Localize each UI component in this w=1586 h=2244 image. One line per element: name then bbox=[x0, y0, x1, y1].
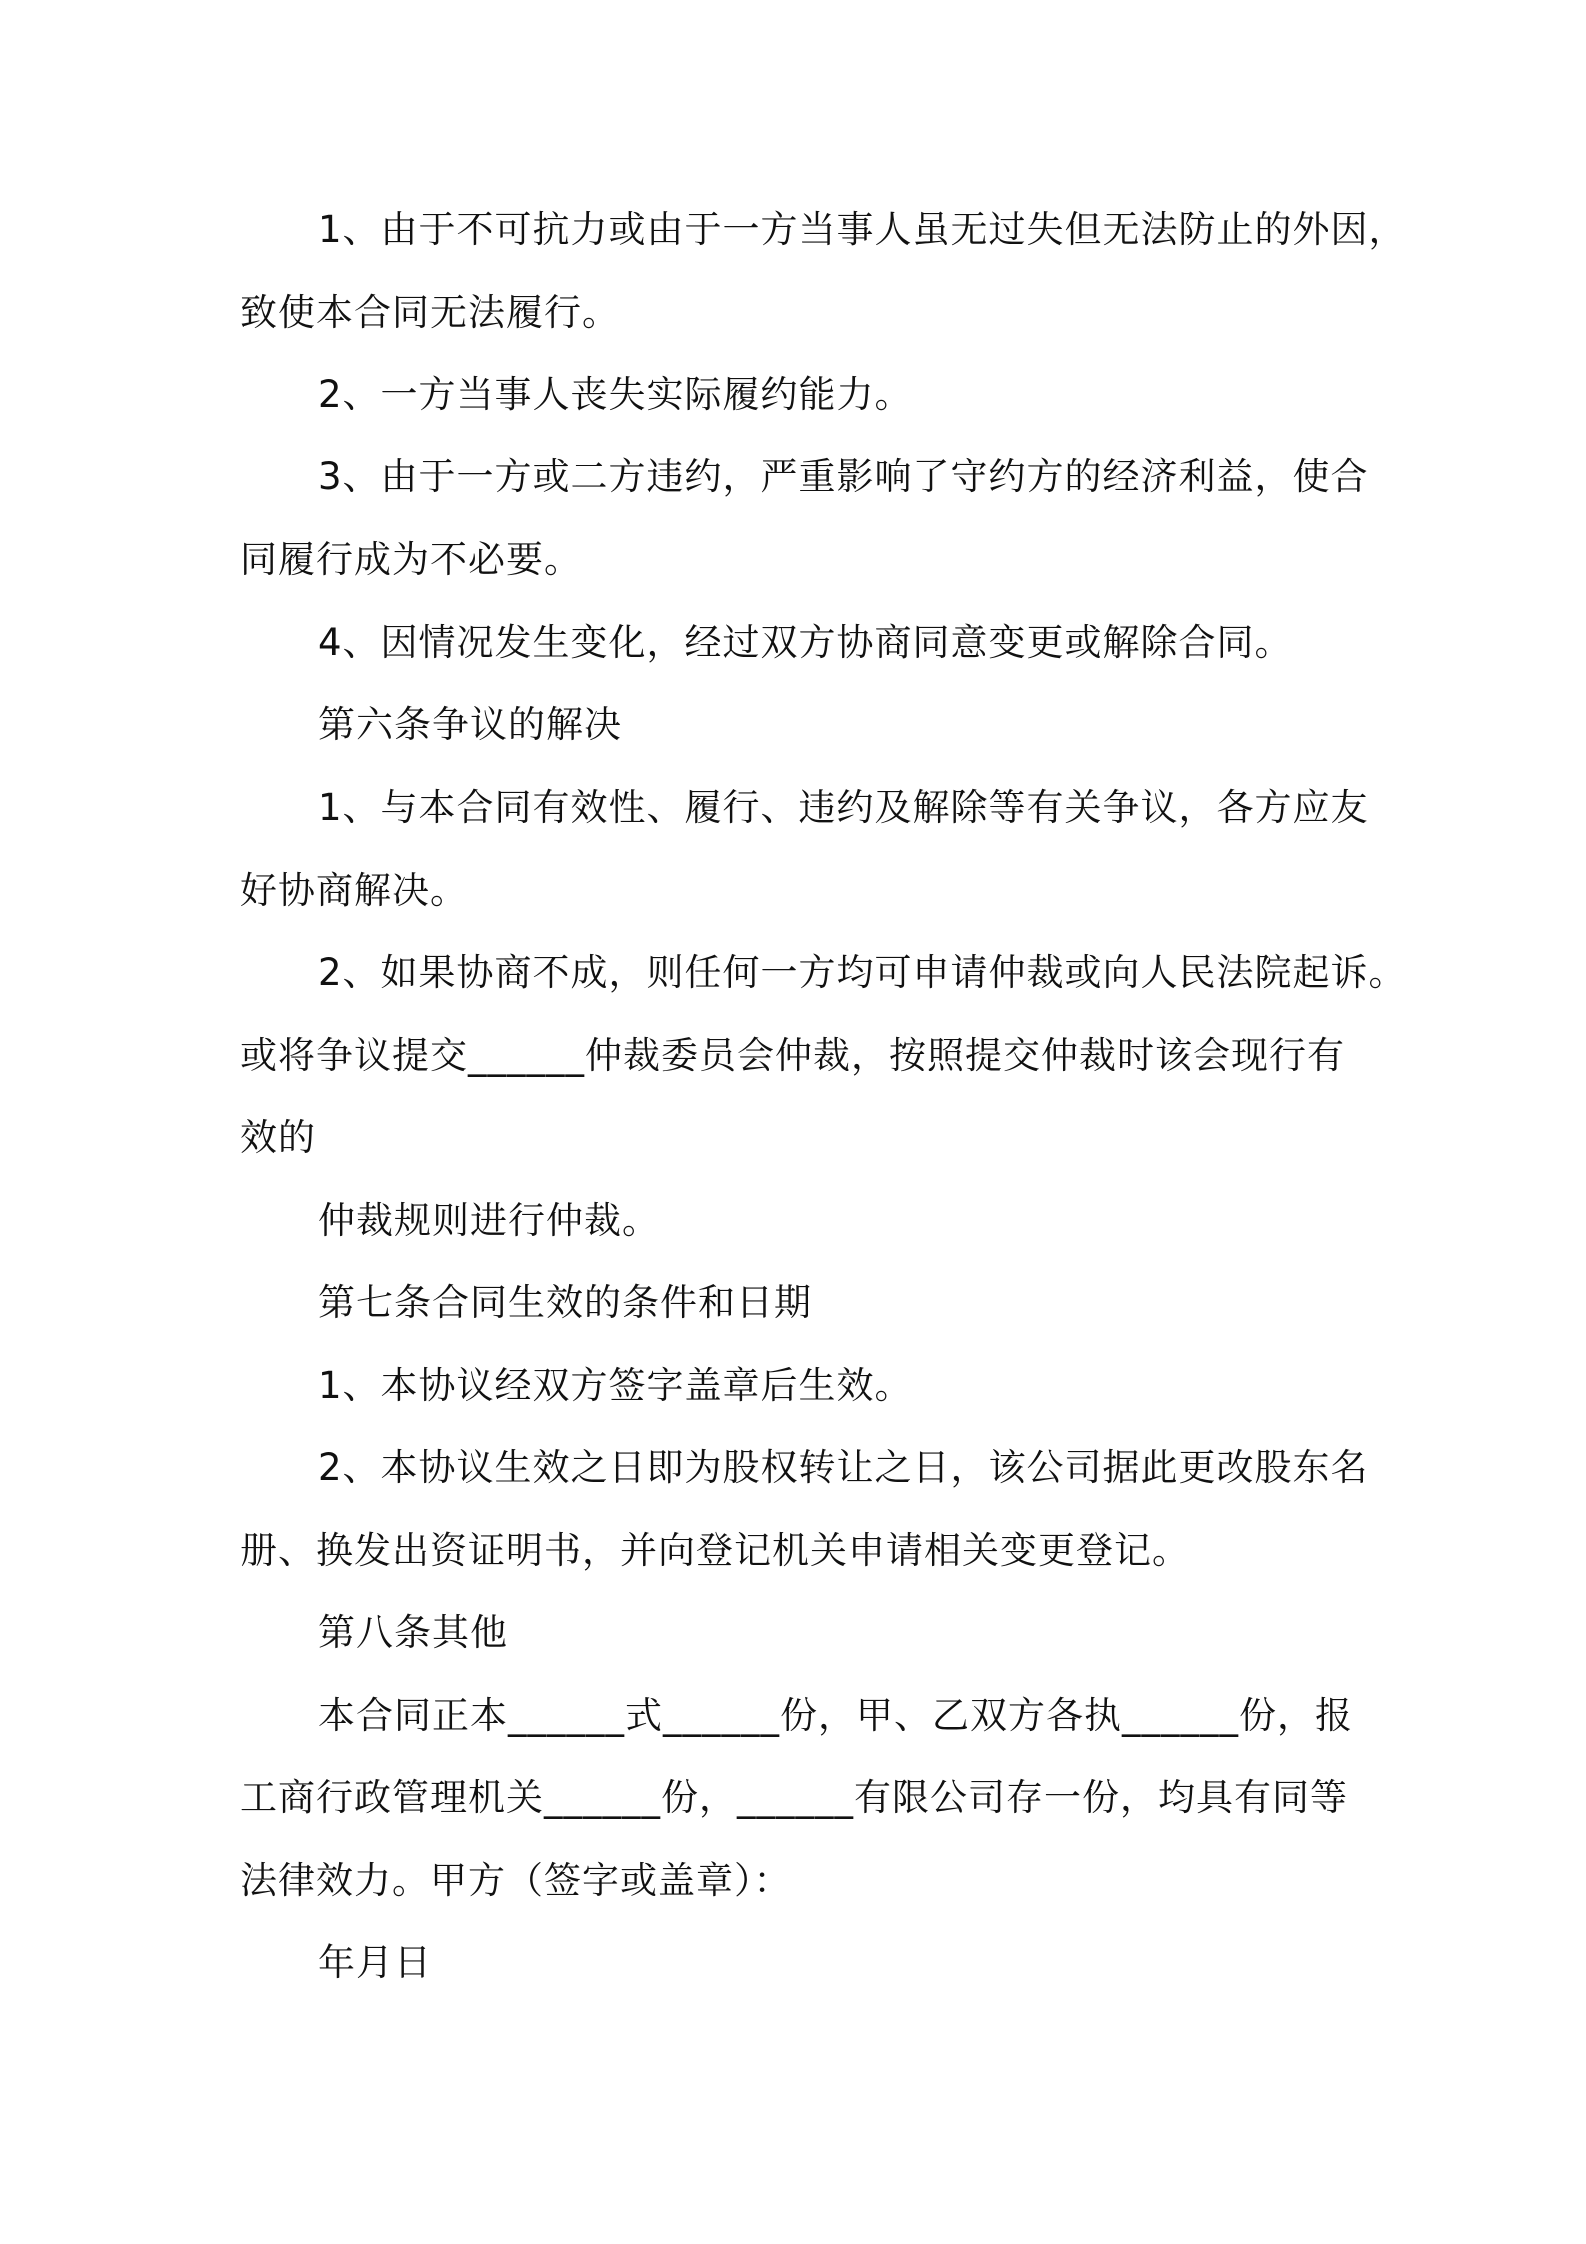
paragraph-line: 仲裁规则进行仲裁。 bbox=[318, 1199, 660, 1242]
date-line: 年月日 bbox=[318, 1941, 432, 1984]
paragraph-line: 致使本合同无法履行。 bbox=[240, 291, 620, 334]
paragraph-line: 本合同正本______式______份，甲、乙双方各执______份，报 bbox=[318, 1694, 1353, 1737]
paragraph-line: 工商行政管理机关______份，______有限公司存一份，均具有同等 bbox=[240, 1776, 1348, 1819]
paragraph-line: 册、换发出资证明书，并向登记机关申请相关变更登记。 bbox=[240, 1529, 1190, 1572]
paragraph-line: 或将争议提交______仲裁委员会仲裁，按照提交仲裁时该会现行有 bbox=[240, 1034, 1345, 1077]
paragraph-line: 3、由于一方或二方违约，严重影响了守约方的经济利益，使合 bbox=[318, 455, 1369, 498]
paragraph-line: 2、如果协商不成，则任何一方均可申请仲裁或向人民法院起诉。 bbox=[318, 951, 1407, 994]
section-heading: 第六条争议的解决 bbox=[318, 703, 622, 746]
paragraph-line: 1、与本合同有效性、履行、违约及解除等有关争议，各方应友 bbox=[318, 786, 1369, 829]
paragraph-line: 2、本协议生效之日即为股权转让之日，该公司据此更改股东名 bbox=[318, 1446, 1369, 1489]
paragraph-line: 效的 bbox=[240, 1116, 316, 1159]
paragraph-line: 好协商解决。 bbox=[240, 869, 468, 912]
paragraph-line: 2、一方当事人丧失实际履约能力。 bbox=[318, 373, 913, 416]
paragraph-line: 1、由于不可抗力或由于一方当事人虽无过失但无法防止的外因， bbox=[318, 208, 1407, 251]
section-heading: 第七条合同生效的条件和日期 bbox=[318, 1281, 812, 1324]
section-heading: 第八条其他 bbox=[318, 1611, 508, 1654]
paragraph-line: 同履行成为不必要。 bbox=[240, 538, 582, 581]
paragraph-line: 4、因情况发生变化，经过双方协商同意变更或解除合同。 bbox=[318, 621, 1293, 664]
paragraph-line: 法律效力。甲方（签字或盖章）： bbox=[240, 1859, 792, 1902]
paragraph-line: 1、本协议经双方签字盖章后生效。 bbox=[318, 1364, 913, 1407]
